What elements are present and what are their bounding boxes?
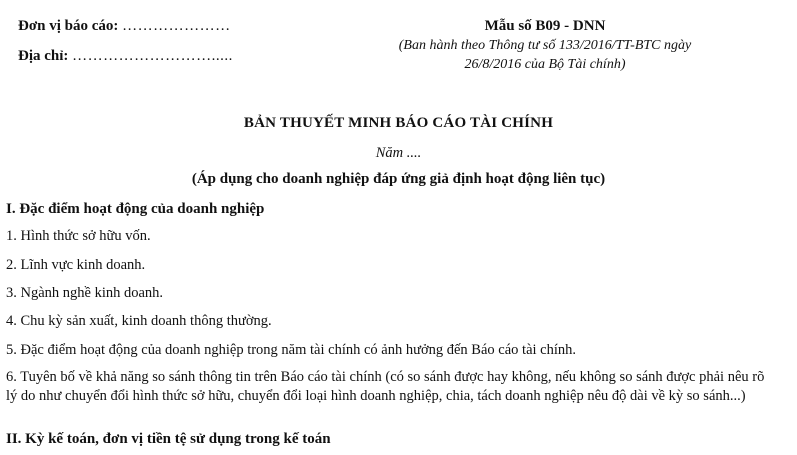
address-label: Địa chỉ:: [18, 48, 69, 64]
list-item: 1. Hình thức sở hữu vốn.: [6, 228, 151, 244]
reporting-unit-blank: …………………: [122, 18, 231, 34]
address-blank: ……………………….....: [72, 48, 233, 64]
applicability-note: (Áp dụng cho doanh nghiệp đáp ứng giả định hoạt động liên tục): [191, 171, 606, 187]
list-item: 5. Đặc điểm hoạt động của doanh nghiệp trong năm tài chính có ảnh hưởng đến Báo cáo tài chính.: [6, 342, 576, 358]
section-heading-2: II. Kỳ kế toán, đơn vị tiền tệ sử dụng trong kế toán: [6, 431, 331, 447]
list-item: 3. Ngành nghề kinh doanh.: [6, 285, 164, 301]
document-year: Năm ....: [375, 145, 422, 161]
form-note-line-2: 26/8/2016 của Bộ Tài chính): [464, 57, 626, 72]
list-item: 6. Tuyên bố về khả năng so sánh thông tin trên Báo cáo tài chính (có so sánh được hay không, nếu không so sánh được phải nêu rõ lý do như chuyển đổi hình thức sở hữu, chuyển đổi loại hình doanh nghiệp, chia, tách doanh nghiệp nêu độ dài về kỳ so sánh...): [6, 369, 765, 404]
reporting-unit-label: Đơn vị báo cáo:: [18, 18, 119, 34]
list-item: 2. Lĩnh vực kinh doanh.: [6, 257, 146, 273]
section-heading-1: I. Đặc điểm hoạt động của doanh nghiệp: [6, 201, 265, 217]
form-note-line-1: (Ban hành theo Thông tư số 133/2016/TT-BTC ngày: [398, 38, 692, 53]
document-title: BẢN THUYẾT MINH BÁO CÁO TÀI CHÍNH: [243, 115, 554, 131]
list-item: 4. Chu kỳ sản xuất, kinh doanh thông thường.: [6, 313, 272, 329]
form-number: Mẫu số B09 - DNN: [484, 18, 606, 34]
